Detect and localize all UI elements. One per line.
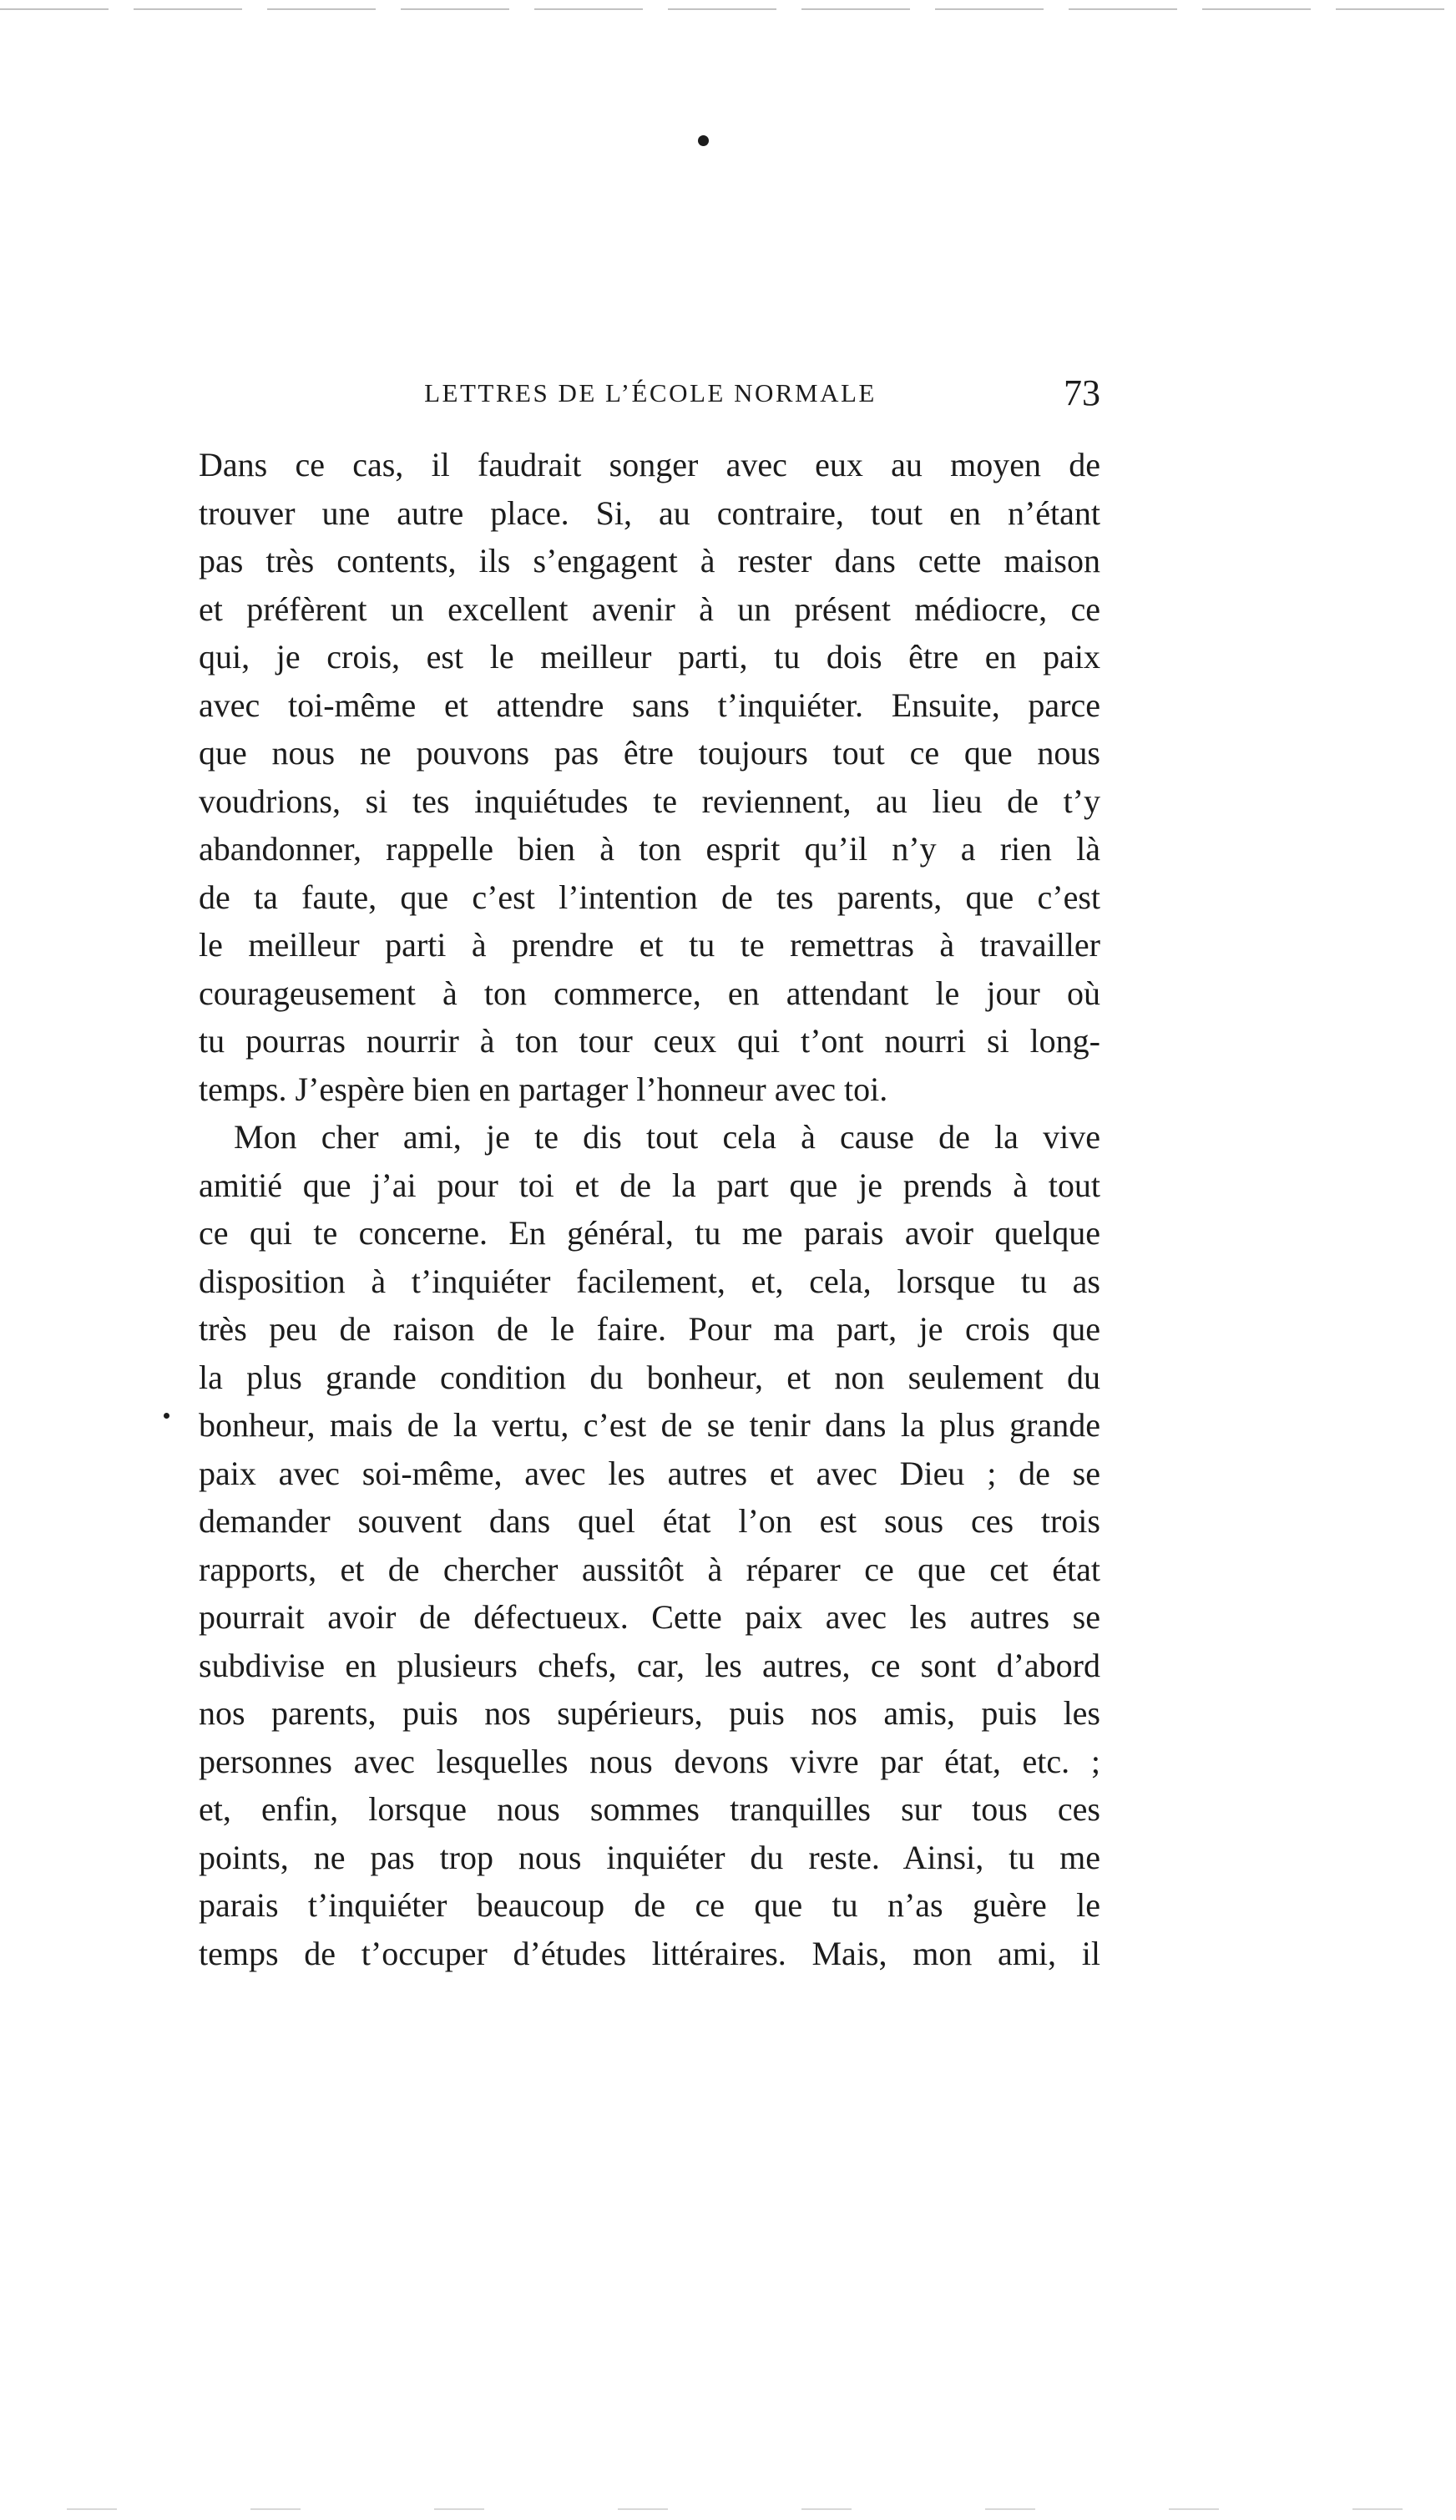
text-line: le meilleur parti à prendre et tu te remettras à travailler — [199, 926, 1100, 964]
body-text — [199, 441, 1100, 1977]
text-line: Dans ce cas, il faudrait songer avec eux au moyen de — [199, 446, 1100, 483]
text-line: points, ne pas trop nous inquiéter du reste. Ainsi, tu me — [199, 1838, 1100, 1876]
text-line: bonheur, mais de la vertu, c’est de se tenir dans la plus grande — [199, 1406, 1100, 1444]
scan-bottom-edge — [67, 2508, 1403, 2510]
text-line: courageusement à ton commerce, en attendant le jour où — [199, 974, 1100, 1012]
text-line: tu pourras nourrir à ton tour ceux qui t’ont nourri si long- — [199, 1022, 1100, 1060]
text-line: temps de t’occuper d’études littéraires. Mais, mon ami, il — [199, 1934, 1100, 1972]
text-line: parais t’inquiéter beaucoup de ce que tu n’as guère le — [199, 1886, 1100, 1924]
text-line: trouver une autre place. Si, au contraire, tout en n’étant — [199, 493, 1100, 532]
text-line: très peu de raison de le faire. Pour ma part, je crois que — [199, 1310, 1100, 1348]
text-line: la plus grande condition du bonheur, et non seulement du — [199, 1358, 1100, 1396]
text-line: pourrait avoir de défectueux. Cette paix avec les autres se — [199, 1598, 1100, 1636]
text-line: qui, je crois, est le meilleur parti, tu dois être en paix — [199, 638, 1100, 676]
page-number: 73 — [1064, 372, 1100, 413]
text-line: avec toi-même et attendre sans t’inquiéter. Ensuite, parce — [199, 686, 1100, 724]
text-line: paix avec soi-même, avec les autres et avec Dieu ; de se — [199, 1454, 1100, 1492]
text-line: demander souvent dans quel état l’on est sous ces trois — [199, 1502, 1100, 1540]
text-line: abandonner, rappelle bien à ton esprit qu’il n’y a rien là — [199, 830, 1100, 868]
text-line: et, enfin, lorsque nous sommes tranquilles sur tous ces — [199, 1790, 1100, 1828]
text-line: temps. J’espère bien en partager l’honneur avec toi. — [199, 1070, 888, 1108]
text-line: rapports, et de chercher aussitôt à réparer ce que cet état — [199, 1550, 1100, 1588]
text-line: ce qui te concerne. En général, tu me parais avoir quelque — [199, 1214, 1100, 1252]
text-line: personnes avec lesquelles nous devons vivre par état, etc. ; — [199, 1742, 1100, 1780]
text-line: que nous ne pouvons pas être toujours tout ce que nous — [199, 734, 1100, 772]
page-header — [200, 372, 1100, 414]
ornament-dot — [698, 135, 709, 146]
text-line: nos parents, puis nos supérieurs, puis nos amis, puis les — [199, 1694, 1100, 1732]
text-line: Mon cher ami, je te dis tout cela à cause de la vive — [234, 1118, 1100, 1156]
text-line: subdivise en plusieurs chefs, car, les autres, ce sont d’abord — [199, 1646, 1100, 1684]
margin-mark — [164, 1413, 169, 1419]
text-line: pas très contents, ils s’engagent à rester dans cette maison — [199, 542, 1100, 579]
text-line: et préfèrent un excellent avenir à un présent médiocre, ce — [199, 590, 1100, 628]
text-line: amitié que j’ai pour toi et de la part que je prends à tout — [199, 1166, 1100, 1204]
text-line: disposition à t’inquiéter facilement, et, cela, lorsque tu as — [199, 1262, 1100, 1300]
running-title: LETTRES DE L’ÉCOLE NORMALE — [424, 378, 877, 407]
text-line: de ta faute, que c’est l’intention de tes parents, que c’est — [199, 878, 1100, 916]
text-line: voudrions, si tes inquiétudes te reviennent, au lieu de t’y — [199, 782, 1100, 820]
scan-top-edge — [0, 8, 1456, 10]
